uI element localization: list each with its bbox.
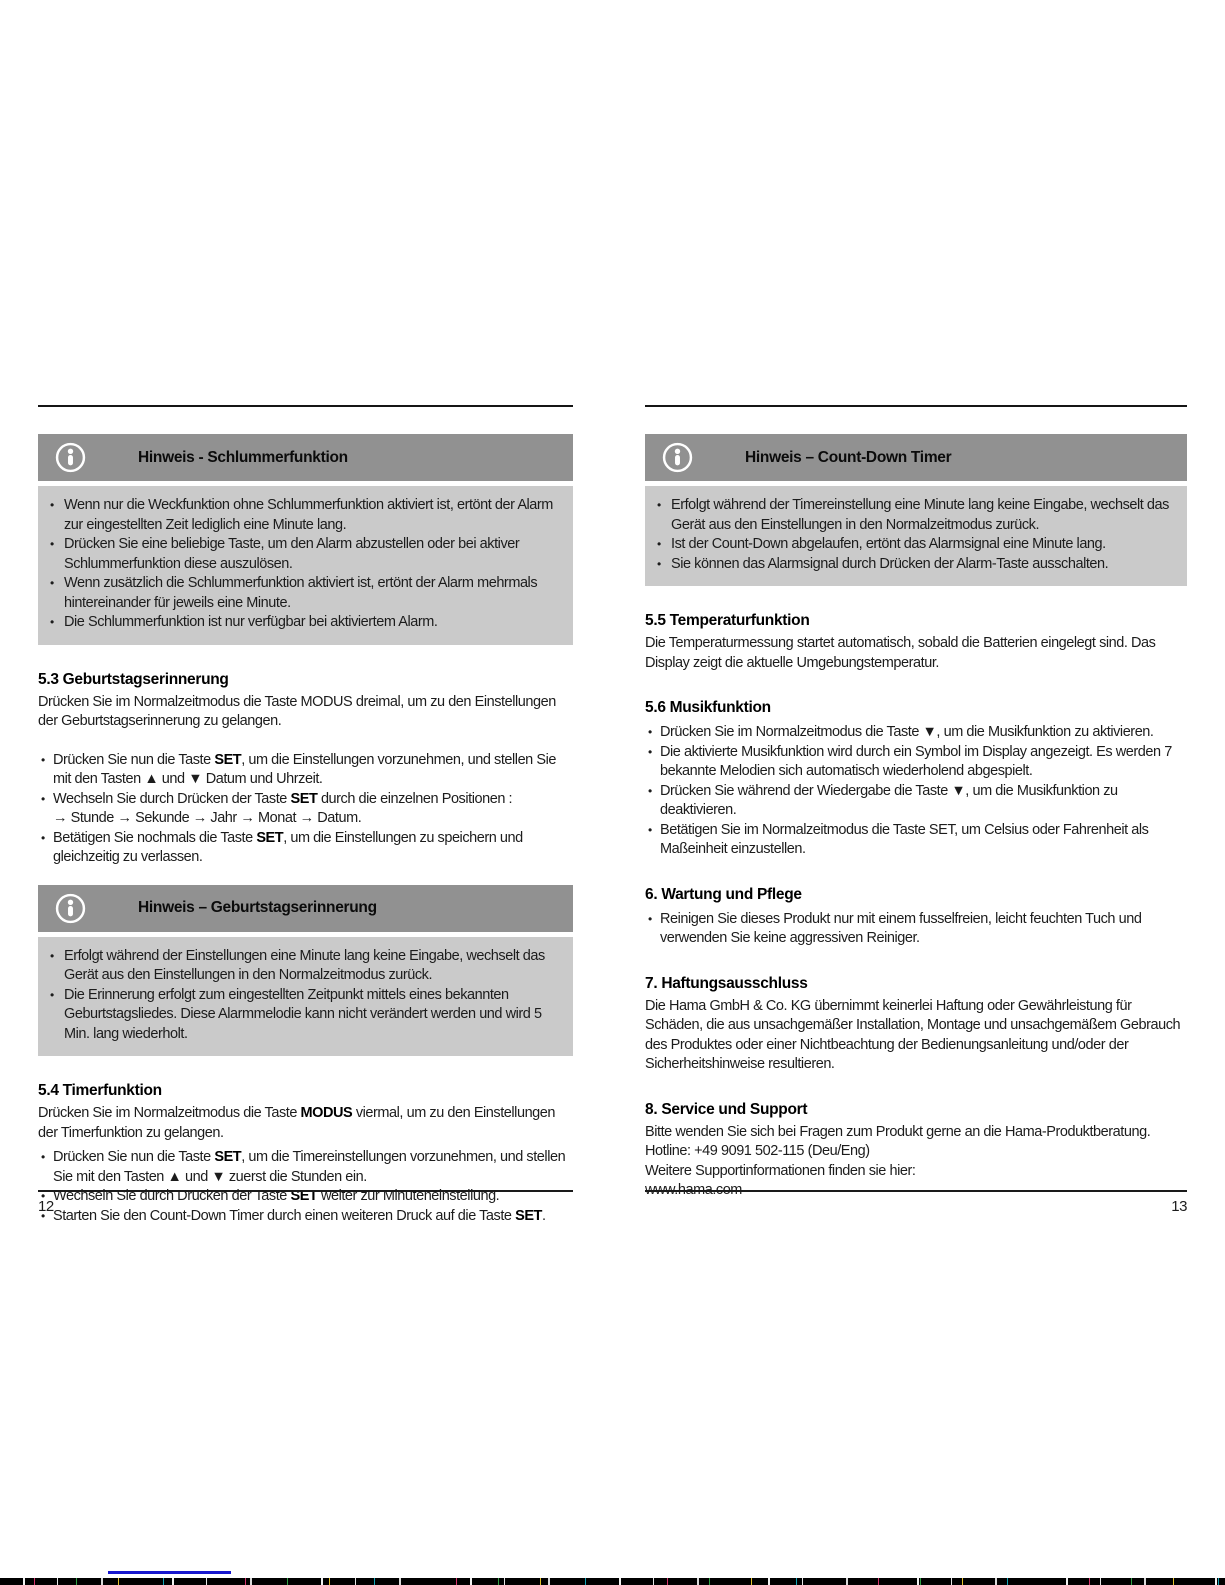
note-body-countdown [645,486,1187,586]
list-item: • Reinigen Sie dieses Produkt nur mit einem fusselfreien, leicht feuchten Tuch und verwenden Sie keine aggressiven Reiniger. [645,910,1187,949]
list-item: • Drücken Sie nun die Taste SET, um die Einstellungen vorzunehmen, und stellen Sie mit den Tasten ▲ und ▼ Datum und Uhrzeit. [38,751,573,790]
list-item: • Drücken Sie während der Wiedergabe die Taste ▼, um die Musikfunktion zu deaktivieren. [645,782,1187,821]
note-header-snooze [38,434,573,481]
section-title: 5.3 Geburtstagserinnerung [38,670,229,688]
note-list [48,947,559,1045]
section-title: 8. Service und Support [645,1100,808,1118]
scan-artifact-blue-line [108,1571,231,1574]
note-body-snooze [38,486,573,645]
section-8 [645,1100,1187,1201]
footer-rule [645,1190,1187,1192]
note-header-countdown [645,434,1187,481]
list-item: • Sie können das Alarmsignal durch Drücken der Alarm-Taste ausschalten. [655,555,1173,575]
section-intro: Drücken Sie im Normalzeitmodus die Taste MODUS dreimal, um zu den Einstellungen der Geburtstagserinnerung zu gelangen. [38,693,556,729]
list-item: • Wenn zusätzlich die Schlummerfunktion aktiviert ist, ertönt der Alarm mehrmals hintereinander für jeweils eine Minute. [48,574,559,613]
section-5-5 [645,611,1187,673]
list-item: • Betätigen Sie im Normalzeitmodus die Taste SET, um Celsius oder Fahrenheit als Maßeinheit einzustellen. [645,821,1187,860]
note-box-countdown [645,434,1187,586]
section-6 [645,885,1187,949]
section-body: Die Hama GmbH & Co. KG übernimmt keinerlei Haftung oder Gewährleistung für Schäden, die aus unsachgemäßer Installation, Montage und unsachgemäßem Gebrauch des Produktes oder einer Nichtbeachtung der Bedienungsanleitung und/oder der Sicherheitshinweise resultieren. [645,997,1181,1072]
list-item: • Wechseln Sie durch Drücken der Taste SET weiter zur Minuteneinstellung. [38,1187,573,1207]
list-item: • Betätigen Sie nochmals die Taste SET, um die Einstellungen zu speichern und gleichzeitig zu verlassen. [38,829,573,868]
info-icon [55,893,86,924]
column-page-13 [645,405,1187,1215]
list-item: • Die aktivierte Musikfunktion wird durch ein Symbol im Display angezeigt. Es werden 7 bekannte Melodien sich automatisch wiederholend abgespielt. [645,743,1187,782]
section-list [38,751,573,868]
list-item: • Erfolgt während der Einstellungen eine Minute lang keine Eingabe, wechselt das Gerät aus den Einstellungen in den Normalzeitmodus zurück. [48,947,559,986]
note-box-birthday [38,885,573,1057]
section-title: 7. Haftungsausschluss [645,974,808,992]
section-body: Die Temperaturmessung startet automatisch, sobald die Batterien eingelegt sind. Das Display zeigt die aktuelle Umgebungstemperatur. [645,635,1156,671]
section-7 [645,974,1187,1075]
list-item: • Wenn nur die Weckfunktion ohne Schlummerfunktion aktiviert ist, ertönt der Alarm zur eingestellten Zeit lediglich eine Minute lang. [48,496,559,535]
section-list [645,910,1187,949]
section-title: 5.4 Timerfunktion [38,1082,162,1099]
page-number: 13 [1171,1198,1187,1215]
column-page-12 [38,405,573,1226]
support-line: Weitere Supportinformationen finden sie hier: [645,1162,916,1179]
support-url: www.hama.com [645,1182,742,1198]
note-list [48,496,559,633]
section-title: 5.5 Temperaturfunktion [645,612,810,629]
list-item: • Erfolgt während der Timereinstellung eine Minute lang keine Eingabe, wechselt das Gerät aus den Einstellungen in den Normalzeitmodus zurück. [655,496,1173,535]
list-item: • Die Schlummerfunktion ist nur verfügbar bei aktiviertem Alarm. [48,613,559,633]
section-title: 5.6 Musikfunktion [645,699,771,716]
list-item: • Drücken Sie im Normalzeitmodus die Taste ▼, um die Musikfunktion zu aktivieren. [645,723,1187,743]
note-title: Hinweis – Count-Down Timer [745,448,952,466]
info-icon [662,442,693,473]
list-item: • Drücken Sie nun die Taste SET, um die Timereinstellungen vorzunehmen, und stellen Sie mit den Tasten ▲ und ▼ zuerst die Stunden ein. [38,1148,573,1187]
list-item: • Wechseln Sie durch Drücken der Taste SET durch die einzelnen Positionen : → Stunde → Sekunde → Jahr → Monat → Datum. [38,790,573,829]
section-title: 6. Wartung und Pflege [645,885,802,903]
section-intro: Drücken Sie im Normalzeitmodus die Taste MODUS viermal, um zu den Einstellungen der Timerfunktion zu gelangen. [38,1105,556,1141]
list-item: • Drücken Sie eine beliebige Taste, um den Alarm abzustellen oder bei aktiver Schlummerfunktion diese auszulösen. [48,535,559,574]
list-item: • Ist der Count-Down abgelaufen, ertönt das Alarmsignal eine Minute lang. [655,535,1173,555]
list-item: • Starten Sie den Count-Down Timer durch einen weiteren Druck auf die Taste SET. [38,1207,573,1227]
section-5-3 [38,670,573,868]
top-rule-right [645,405,1187,407]
note-box-snooze [38,434,573,645]
footer-left [38,1190,573,1217]
page-number: 12 [38,1198,54,1215]
list-item: • Die Erinnerung erfolgt zum eingestellten Zeitpunkt mittels eines bekannten Geburtstagsliedes. Diese Alarmmelodie kann nicht verändert werden und wird 5 Min. lang wiederholt. [48,986,559,1045]
support-line: Bitte wenden Sie sich bei Fragen zum Produkt gerne an die Hama-Produktberatung. [645,1123,1151,1140]
top-rule-left [38,405,573,407]
footer-rule [38,1190,573,1192]
note-list [655,496,1173,574]
note-title: Hinweis – Geburtstagserinnerung [138,899,377,917]
note-body-birthday [38,937,573,1057]
note-title: Hinweis - Schlummerfunktion [138,448,348,466]
support-hotline: Hotline: +49 9091 502-115 (Deu/Eng) [645,1143,870,1159]
section-5-6 [645,698,1187,860]
info-icon [55,442,86,473]
footer-right [645,1190,1187,1217]
section-list [645,723,1187,860]
scan-artifact-noise-strip [0,1578,1225,1585]
note-header-birthday [38,885,573,932]
